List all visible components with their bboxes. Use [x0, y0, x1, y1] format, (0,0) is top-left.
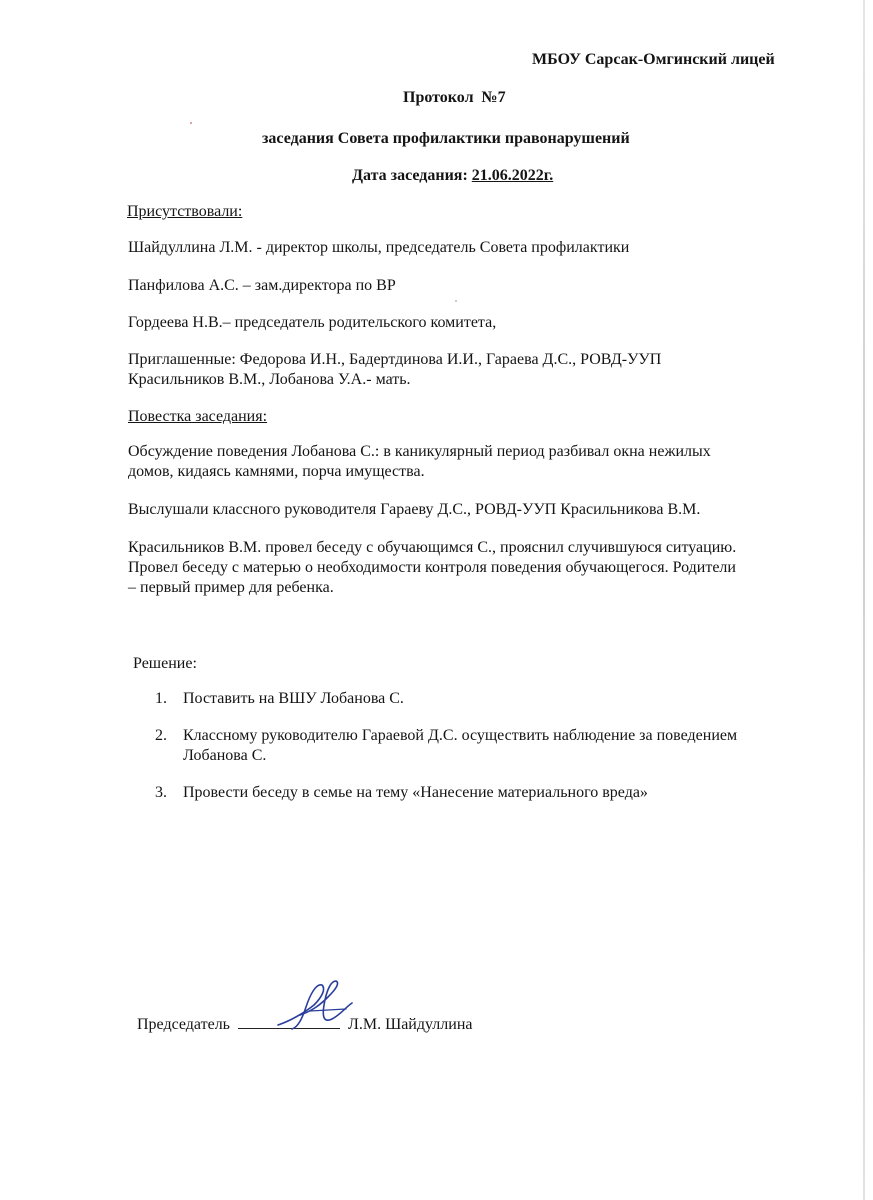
attendee-line: Панфилова А.С. – зам.директора по ВР — [128, 277, 396, 294]
institution-name: МБОУ Сарсак-Омгинский лицей — [532, 51, 775, 68]
agenda-paragraph: Обсуждение поведения Лобанова С.: в каникулярный период разбивал окна нежилых — [128, 443, 711, 460]
scan-edge — [863, 0, 865, 1200]
decision-item-text: Поставить на ВШУ Лобанова С. — [183, 690, 404, 707]
date-value: 21.06.2022г. — [471, 167, 554, 184]
agenda-paragraph: Выслушали классного руководителя Гараеву Д.С., РОВД-УУП Красильникова В.М. — [128, 501, 701, 518]
signature-name: Л.М. Шайдуллина — [347, 1016, 473, 1033]
decision-item-number: 3. — [155, 784, 167, 801]
agenda-paragraph: – первый пример для ребенка. — [128, 579, 334, 596]
agenda-paragraph: Красильников В.М. провел беседу с обучающимся С., прояснил случившуюся ситуацию. — [128, 539, 737, 556]
decision-item-text: Классному руководителю Гараевой Д.С. осуществить наблюдение за поведением — [183, 727, 738, 744]
date-label: Дата заседания: — [352, 167, 472, 184]
agenda-heading: Повестка заседания: — [128, 408, 268, 425]
agenda-paragraph: домов, кидаясь камнями, порча имущества. — [128, 463, 425, 480]
attendees-heading: Присутствовали: — [127, 203, 243, 220]
invited-line: Красильников В.М., Лобанова У.А.- мать. — [128, 371, 411, 388]
signature-role: Председатель — [137, 1016, 230, 1033]
scan-speck — [190, 122, 192, 124]
agenda-paragraph: Провел беседу с матерью о необходимости контроля поведения обучающегося. Родители — [128, 559, 736, 576]
decision-item-text: Провести беседу в семье на тему «Нанесение материального вреда» — [183, 784, 648, 801]
decision-item-text: Лобанова С. — [183, 747, 267, 764]
protocol-subtitle: заседания Совета профилактики правонарушений — [262, 130, 630, 147]
decision-heading: Решение: — [133, 655, 197, 672]
meeting-date — [352, 166, 553, 186]
scan-speck — [455, 300, 457, 302]
protocol-title: Протокол №7 — [403, 89, 506, 106]
decision-item-number: 1. — [155, 690, 167, 707]
decision-item-number: 2. — [155, 727, 167, 744]
attendee-line: Гордеева Н.В.– председатель родительского комитета, — [128, 314, 497, 331]
invited-line: Приглашенные: Федорова И.Н., Бадертдинова И.И., Гараева Д.С., РОВД-УУП — [128, 351, 662, 368]
handwritten-signature — [270, 975, 370, 1035]
attendee-line: Шайдуллина Л.М. - директор школы, председатель Совета профилактики — [128, 239, 630, 256]
